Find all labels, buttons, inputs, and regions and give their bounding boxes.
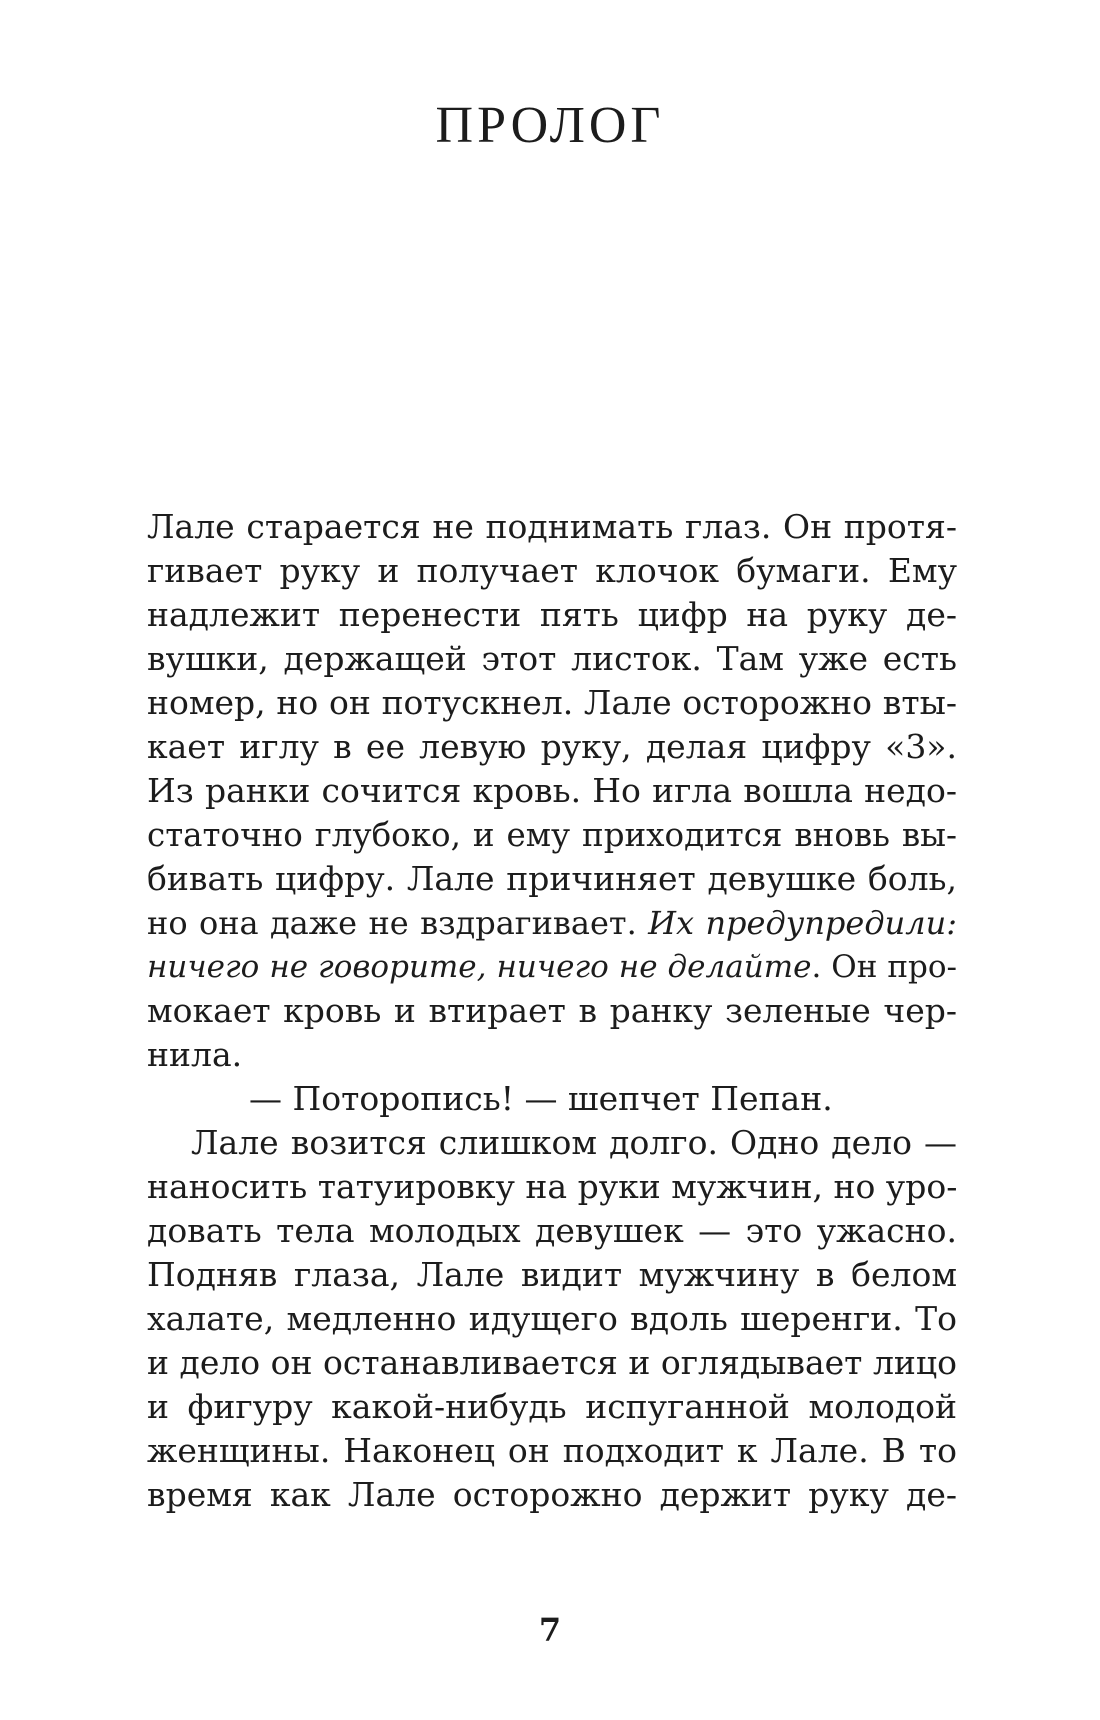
text-line: надлежит перенести пять цифр на руку де- [147,595,957,634]
text-line: и фигуру какой-нибудь испуганной молодой [147,1387,957,1426]
text-line: Лале старается не поднимать глаз. Он протя- [147,507,957,546]
text-line: гивает руку и получает клочок бумаги. Ему [147,551,957,590]
italic-text: ничего не говорите, ничего не делайте [147,949,812,985]
text-line: женщины. Наконец он подходит к Лале. В то [147,1431,957,1470]
text-line: мокает кровь и втирает в ранку зеленые чер- [147,991,957,1030]
paragraph-first-line: Лале возится слишком долго. Одно дело — [191,1123,957,1162]
dialogue-line: — Поторопись! — шепчет Пепан. [249,1079,833,1118]
text-line: халате, медленно идущего вдоль шеренги. То [147,1299,957,1338]
text-line: номер, но он потускнел. Лале осторожно вты- [147,683,957,722]
text-line-mixed [147,945,957,989]
text-line-last: нила. [147,1035,243,1074]
text-segment: но она даже не вздрагивает. [147,904,637,942]
italic-text: Их предупредили: [648,904,957,942]
text-line: Подняв глаза, Лале видит мужчину в белом [147,1255,957,1294]
text-line: наносить татуировку на руки мужчин, но уро- [147,1167,958,1206]
chapter-title: ПРОЛОГ [435,97,665,154]
text-line: довать тела молодых девушек — это ужасно. [147,1211,957,1250]
text-line: время как Лале осторожно держит руку де- [147,1475,957,1514]
text-line: Из ранки сочится кровь. Но игла вошла недо- [147,771,957,810]
text-line: кает иглу в ее левую руку, делая цифру «3». [147,727,957,766]
text-line: бивать цифру. Лале причиняет девушке боль, [147,859,957,898]
body-text [147,505,957,1517]
text-segment: . Он про- [811,949,957,985]
page-number: 7 [538,1611,562,1649]
text-line: вушки, держащей этот листок. Там уже есть [147,639,957,678]
text-line: статочно глубоко, и ему приходится вновь вы- [147,816,957,854]
text-line-mixed [147,901,957,945]
text-line: и дело он останавливается и оглядывает лицо [147,1343,957,1382]
